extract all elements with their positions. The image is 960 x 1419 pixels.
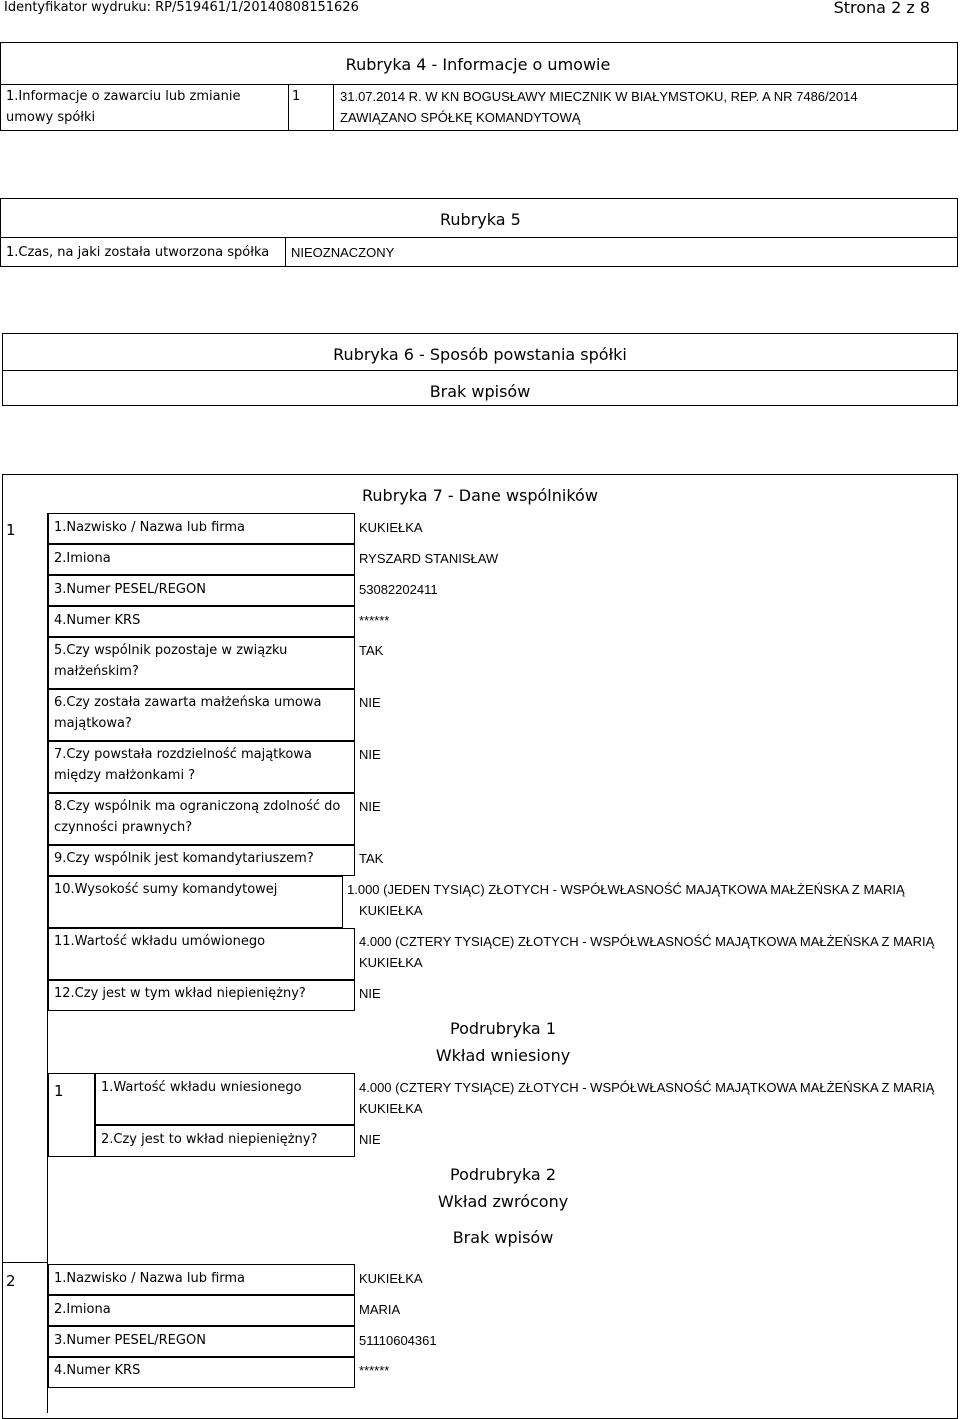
field-value: KUKIEŁKA bbox=[359, 1101, 423, 1116]
field-label: 1.Nazwisko / Nazwa lub firma bbox=[54, 520, 246, 535]
field-value: KUKIEŁKA bbox=[359, 955, 423, 970]
field-value: ****** bbox=[359, 613, 390, 628]
field-label: 1.Wartość wkładu wniesionego bbox=[101, 1080, 302, 1095]
field-value: KUKIEŁKA bbox=[359, 903, 423, 918]
field-value: NIE bbox=[359, 799, 381, 814]
field-label: 1.Nazwisko / Nazwa lub firma bbox=[54, 1271, 246, 1286]
field-value: NIE bbox=[359, 1132, 381, 1147]
field-value: 31.07.2014 R. W KN BOGUSŁAWY MIECZNIK W BIAŁYMSTOKU, REP. A NR 7486/2014 bbox=[340, 89, 858, 104]
empty-notice: Brak wpisów bbox=[429, 382, 531, 401]
field-value: TAK bbox=[359, 643, 384, 658]
field-value: NIE bbox=[359, 986, 381, 1001]
entry-number: 1 bbox=[292, 89, 301, 104]
field-value: NIEOZNACZONY bbox=[291, 245, 395, 260]
field-label: 3.Numer PESEL/REGON bbox=[54, 582, 206, 597]
field-label: 5.Czy wspólnik pozostaje w związku bbox=[54, 643, 288, 658]
field-label: małżeńskim? bbox=[54, 664, 139, 679]
field-value: TAK bbox=[359, 851, 384, 866]
field-value: 1.000 (JEDEN TYSIĄC) ZŁOTYCH - WSPÓŁWŁASNOŚĆ MAJĄTKOWA MAŁŻEŃSKA Z MARIĄ bbox=[347, 882, 905, 897]
field-label: czynności prawnych? bbox=[54, 820, 193, 835]
field-value: KUKIEŁKA bbox=[359, 520, 423, 535]
field-label: umowy spółki bbox=[6, 110, 96, 125]
field-label: 4.Numer KRS bbox=[54, 613, 141, 628]
page-number: Strona 2 z 8 bbox=[833, 0, 930, 17]
field-label: 3.Numer PESEL/REGON bbox=[54, 1333, 206, 1348]
field-value: 51110604361 bbox=[359, 1333, 437, 1348]
subsection-title: Wkład zwrócony bbox=[437, 1192, 569, 1211]
entry-number: 1 bbox=[6, 521, 16, 539]
field-value: NIE bbox=[359, 695, 381, 710]
subsection-title: Podrubryka 1 bbox=[450, 1019, 556, 1038]
field-value: 53082202411 bbox=[359, 582, 438, 597]
section-title: Rubryka 7 - Dane wspólników bbox=[362, 486, 598, 505]
print-identifier: Identyfikator wydruku: RP/519461/1/20140808151626 bbox=[4, 0, 359, 15]
field-value: KUKIEŁKA bbox=[359, 1271, 423, 1286]
empty-notice: Brak wpisów bbox=[452, 1228, 554, 1247]
field-value: 4.000 (CZTERY TYSIĄCE) ZŁOTYCH - WSPÓŁWŁASNOŚĆ MAJĄTKOWA MAŁŻEŃSKA Z MARIĄ bbox=[359, 934, 935, 949]
field-value: 4.000 (CZTERY TYSIĄCE) ZŁOTYCH - WSPÓŁWŁASNOŚĆ MAJĄTKOWA MAŁŻEŃSKA Z MARIĄ bbox=[359, 1080, 935, 1095]
entry-number: 2 bbox=[6, 1272, 16, 1290]
field-label: 2.Imiona bbox=[54, 1302, 111, 1317]
field-label: 4.Numer KRS bbox=[54, 1363, 141, 1378]
field-label: 1.Czas, na jaki została utworzona spółka bbox=[6, 245, 270, 260]
subsection-title: Podrubryka 2 bbox=[450, 1165, 556, 1184]
field-label: 10.Wysokość sumy komandytowej bbox=[54, 882, 278, 897]
field-label: 8.Czy wspólnik ma ograniczoną zdolność do bbox=[54, 799, 341, 814]
section-title: Rubryka 6 - Sposób powstania spółki bbox=[333, 345, 627, 364]
field-label: między małżonkami ? bbox=[54, 768, 196, 783]
subsection-title: Wkład wniesiony bbox=[435, 1046, 571, 1065]
entry-number: 1 bbox=[54, 1082, 64, 1100]
field-label: 11.Wartość wkładu umówionego bbox=[54, 934, 266, 949]
field-value: RYSZARD STANISŁAW bbox=[359, 551, 499, 566]
field-label: 2.Czy jest to wkład niepieniężny? bbox=[101, 1132, 318, 1147]
field-label: 12.Czy jest w tym wkład niepieniężny? bbox=[54, 986, 306, 1001]
field-value: ****** bbox=[359, 1363, 390, 1378]
field-label: 7.Czy powstała rozdzielność majątkowa bbox=[54, 747, 312, 762]
field-label: 6.Czy została zawarta małżeńska umowa bbox=[54, 695, 322, 710]
field-label: 9.Czy wspólnik jest komandytariuszem? bbox=[54, 851, 314, 866]
field-label: 1.Informacje o zawarciu lub zmianie bbox=[6, 89, 241, 104]
section-title: Rubryka 5 bbox=[440, 210, 521, 229]
field-value: ZAWIĄZANO SPÓŁKĘ KOMANDYTOWĄ bbox=[340, 110, 581, 125]
field-label: 2.Imiona bbox=[54, 551, 111, 566]
field-label: majątkowa? bbox=[54, 716, 132, 731]
section-title: Rubryka 4 - Informacje o umowie bbox=[345, 55, 611, 74]
field-value: MARIA bbox=[359, 1302, 401, 1317]
field-value: NIE bbox=[359, 747, 381, 762]
